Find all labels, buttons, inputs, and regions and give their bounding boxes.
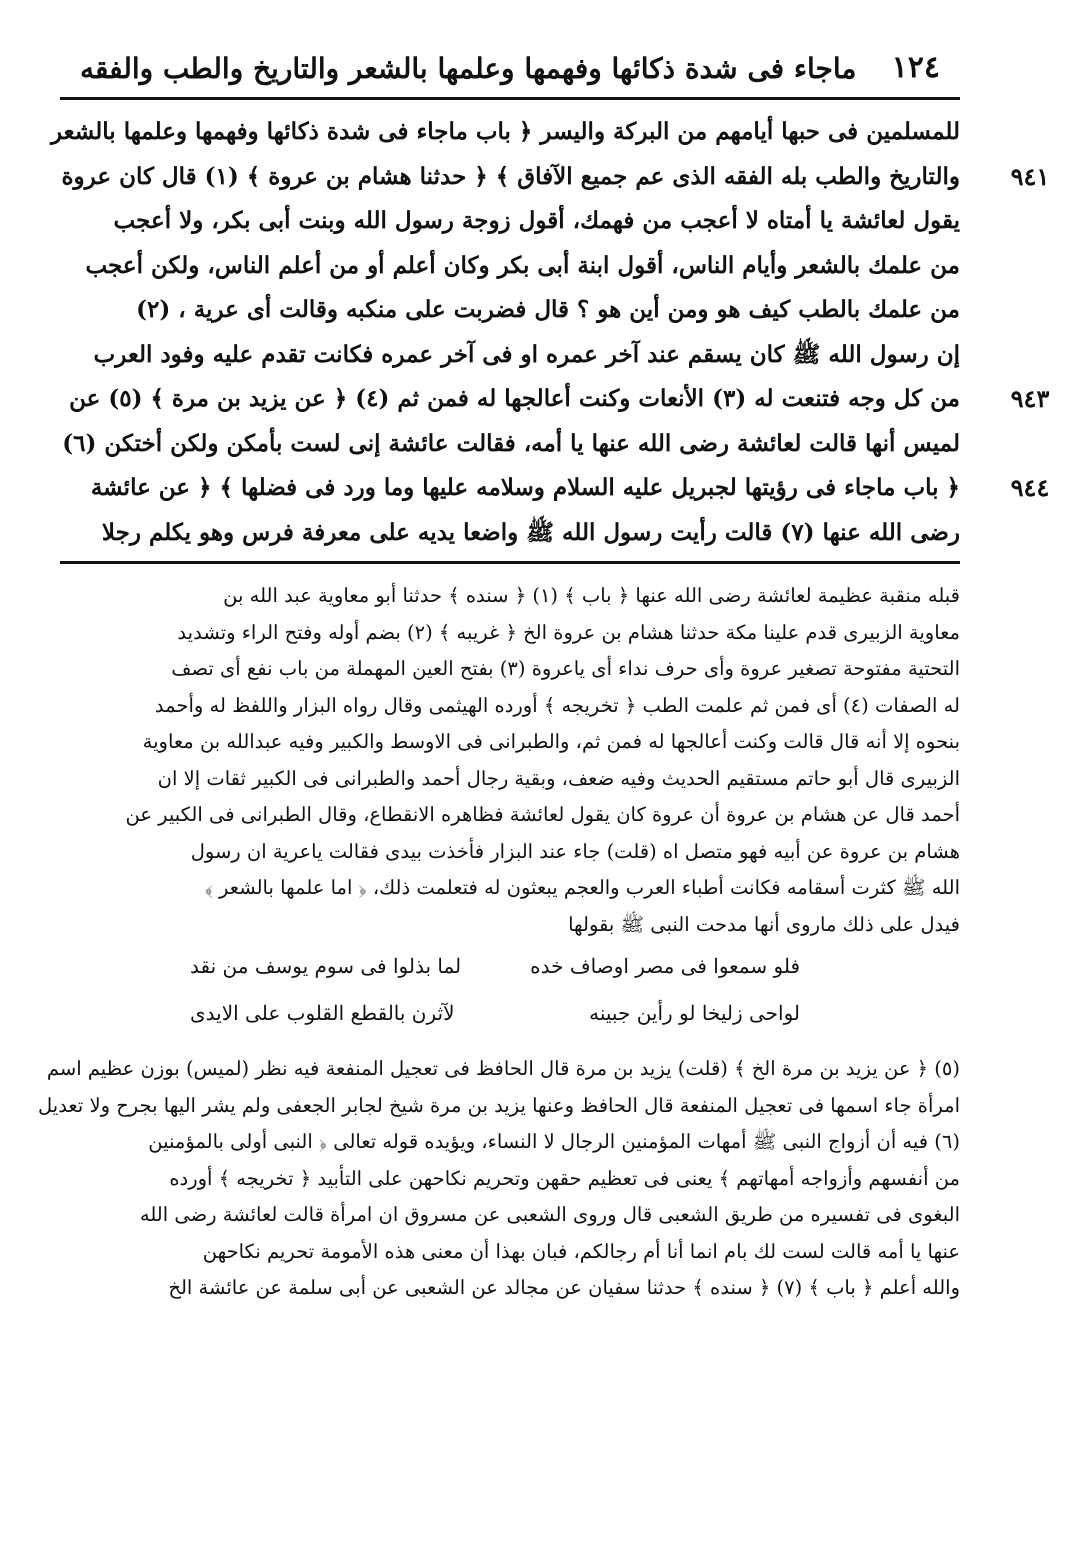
text-line-content: من كل وجه فتنعت له (٣) الأنعات وكنت أعالجها له فمن ثم (٤) ﴿ عن يزيد بن مرة ﴾ (٥) عن: [69, 385, 960, 412]
footnote-line: (٦) فيه أن أزواج النبى ﷺ أمهات المؤمنين الرجال لا النساء، ويؤيده قوله تعالى ﴿ النبى أولى بالمؤمنين: [148, 1130, 960, 1153]
verse-line: [60, 943, 960, 990]
text-line-content: من علمك بالطب كيف هو ومن أين هو ؟ قال فضربت على منكبه وقالت أى عرية ، (٢): [136, 296, 960, 323]
text-line-content: إن رسول الله ﷺ كان يسقم عند آخر عمره او فى آخر عمره فكانت تقدم عليه وفود العرب: [93, 340, 960, 368]
footnote-line: الله ﷺ كثرت أسقامه فكانت أطباء العرب والعجم يبعثون له فتعلمت ذلك، ﴿ اما علمها بالشعر ﴾: [204, 876, 960, 899]
verse-first-hemistich: لواحى زليخا لو رأين جبينه: [589, 1001, 800, 1025]
text-line: [60, 377, 1050, 422]
footnote-line: عنها يا أمه قالت لست لك بام انما أنا أم رجالكم، فبان بهذا أن معنى هذه الأمومة تحريم نكاحهن: [202, 1239, 960, 1263]
text-line-content: رضى الله عنها (٧) قالت رأيت رسول الله ﷺ واضعا يديه على معرفة فرس وهو يكلم رجلا: [101, 518, 960, 546]
footnote-line: الزبيرى قال أبو حاتم مستقيم الحديث وفيه ضعف، وبقية رجال أحمد والطبرانى فى الكبير ثقات إلا ان: [157, 766, 960, 790]
footnotes-continued: [38, 1051, 960, 1307]
verse-second-hemistich: لآثرن بالقطع القلوب على الايدى: [190, 1001, 455, 1025]
page-header: [60, 50, 960, 91]
footnote-line: البغوى فى تفسيره من طريق الشعبى قال وروى الشعبى عن مسروق ان امرأة قالت لعائشة رضى الله: [139, 1203, 960, 1226]
text-line-content: من علمك بالشعر وأيام الناس، أقول ابنة أبى بكر وكان أعلم أو من أعلم الناس، ولكن أعجب: [85, 251, 960, 279]
footnote-line: قبله منقبة عظيمة لعائشة رضى الله عنها ﴿ باب ﴾ (١) ﴿ سنده ﴾ حدثنا أبو معاوية عبد الله بن: [223, 584, 960, 607]
hadith-number: ٩٤١: [1010, 161, 1050, 191]
page: [38, 50, 1050, 1307]
footnotes: [60, 578, 960, 943]
text-line: [60, 466, 1050, 511]
footnotes-divider: [60, 561, 960, 564]
verse-second-hemistich: لما بذلوا فى سوم يوسف من نقد: [190, 954, 462, 978]
header-divider: [60, 97, 960, 100]
text-line: [60, 155, 1050, 200]
footnote-line: فيدل على ذلك ماروى أنها مدحت النبى ﷺ بقولها: [568, 912, 960, 936]
footnote-line: من أنفسهم وأزواجه أمهاتهم ﴾ يعنى فى تعظيم حقهن وتحريم نكاحهن على التأبيد ﴿ تخريجه ﴾ أورده: [169, 1166, 960, 1190]
text-line: [60, 511, 960, 556]
footnote-line: امرأة جاء اسمها فى تعجيل المنفعة قال الحافظ وعنها يزيد بن مرة شيخ لجابر الجعفى ولم يشر اليها بجرح ولا تعديل: [38, 1093, 960, 1117]
text-line-content: لميس أنها قالت لعائشة رضى الله عنها يا أمه، فقالت عائشة إنى لست بأمكن ولكن أختكن (٦): [62, 429, 960, 457]
footnote-line: (٥) ﴿ عن يزيد بن مرة الخ ﴾ (قلت) يزيد بن مرة قال الحافظ فى تعجيل المنفعة فيه نظر (لميس) بوزن عظيم اسم: [46, 1057, 960, 1080]
text-line-content: للمسلمين فى حبها أيامهم من البركة واليسر ﴿ باب ماجاء فى شدة ذكائها وفهمها وعلمها بالشعر: [50, 118, 960, 145]
poem: [60, 943, 960, 1037]
text-line: [60, 333, 960, 378]
text-line-content: يقول لعائشة يا أمتاه لا أعجب من فهمك، أقول زوجة رسول الله وبنت أبى بكر، ولا أعجب: [113, 207, 960, 234]
hadith-number: ٩٤٣: [1010, 384, 1050, 413]
verse-line: [60, 990, 960, 1037]
footnote-line: معاوية الزبيرى قدم علينا مكة حدثنا هشام بن عروة الخ ﴿ غريبه ﴾ (٢) بضم أوله وفتح الراء وتشديد: [177, 620, 960, 644]
text-line: [50, 110, 960, 155]
footnote-line: والله أعلم ﴿ باب ﴾ (٧) ﴿ سنده ﴾ حدثنا سفيان عن مجالد عن الشعبى عن أبى سلمة عن عائشة الخ: [168, 1276, 960, 1299]
text-line: [60, 288, 960, 333]
hadith-number: ٩٤٤: [1010, 473, 1050, 502]
text-line: [60, 244, 960, 289]
verse-first-hemistich: فلو سمعوا فى مصر اوصاف خده: [530, 954, 800, 978]
page-number: ١٢٤: [891, 50, 940, 85]
text-line-content: ﴿ باب ماجاء فى رؤيتها لجبريل عليه السلام وسلامه عليها وما ورد فى فضلها ﴾ ﴿ عن عائشة: [90, 474, 960, 501]
footnote-line: بنحوه إلا أنه قال قالت وكنت أعالجها له فمن ثم، والطبرانى فى الاوسط والكبير وفيه عبدالله بن معاوية: [142, 730, 960, 753]
footnote-line: أحمد قال عن هشام بن عروة أن عروة كان يقول لعائشة فظاهره الانقطاع، وقال الطبرانى فى الكبير عن: [125, 803, 960, 826]
text-line-content: والتاريخ والطب بله الفقه الذى عم جميع الآفاق ﴾ ﴿ حدثنا هشام بن عروة ﴾ (١) قال كان عروة: [61, 162, 960, 190]
footnote-line: التحتية مفتوحة تصغير عروة وأى حرف نداء أى ياعروة (٣) بفتح العين المهملة من باب نفع أى تصف: [171, 657, 960, 680]
text-line: [60, 199, 960, 244]
running-title: ماجاء فى شدة ذكائها وفهمها وعلمها بالشعر والتاريخ والطب والفقه: [80, 52, 857, 85]
text-line: [60, 422, 960, 467]
footnote-line: هشام بن عروة عن أبيه فهو متصل اه (قلت) جاء عند البزار فأخذت بيدى فقالت ياعرية ان رسول: [190, 839, 960, 863]
footnote-line: له الصفات (٤) أى فمن ثم علمت الطب ﴿ تخريجه ﴾ أورده الهيثمى وقال رواه البزار واللفظ له وأحمد: [154, 693, 960, 717]
main-text: [50, 110, 1050, 555]
